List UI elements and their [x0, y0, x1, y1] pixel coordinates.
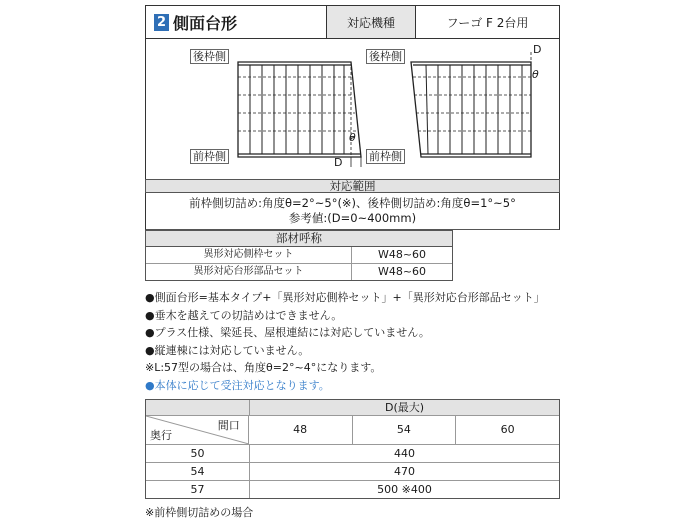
notes — [145, 289, 545, 394]
note-item: ●プラス仕様、梁延長、屋根連結には対応していません。 — [145, 326, 430, 339]
part-value: W48~60 — [377, 265, 427, 278]
front-label-left: 前枠側 — [190, 149, 229, 164]
row-label: 奥行 — [150, 429, 172, 442]
spec-label: 対応機種 — [326, 6, 415, 38]
part-value: W48~60 — [377, 248, 427, 261]
note-item: ●縦連棟には対応していません。 — [145, 343, 310, 357]
theta-mark-right: θ — [532, 68, 539, 81]
d-max-table — [145, 399, 560, 499]
d-mark-left: D — [334, 156, 343, 169]
theta-mark-left: θ — [349, 131, 356, 144]
note-item: ●垂木を越えての切詰めはできません。 — [145, 308, 343, 322]
section-title-text: 側面台形 — [173, 13, 238, 33]
spec-value: フーゴ F 2台用 — [415, 6, 559, 38]
col-label: 間口 — [217, 419, 240, 432]
d-mark-right: D — [533, 43, 542, 56]
col-header: 48 — [249, 416, 353, 444]
range-title: 対応範囲 — [145, 179, 560, 193]
note-item: ※L:57型の場合は、角度θ=2°~4°になります。 — [145, 361, 382, 374]
table-row — [146, 445, 559, 463]
section-header — [145, 5, 560, 39]
part-name: 異形対応台形部品セット — [146, 264, 352, 280]
parts-table — [145, 230, 453, 281]
range-text — [145, 193, 560, 230]
back-label-left: 後枠側 — [190, 49, 229, 64]
table-row — [146, 247, 452, 264]
row-header: 57 — [146, 481, 250, 498]
back-label-right: 後枠側 — [366, 49, 405, 64]
range-line-1: 前枠側切詰め:角度θ=2°~5°(※)、後枠側切詰め:角度θ=1°~5° — [189, 196, 516, 210]
col-header: 54 — [353, 416, 457, 444]
row-value: 500 ※400 — [377, 483, 432, 496]
row-header: 50 — [146, 445, 250, 462]
footnote: ※前枠側切詰めの場合 — [145, 506, 254, 519]
row-header: 54 — [146, 463, 250, 480]
section-title — [146, 6, 326, 38]
section-number: 2 — [154, 14, 169, 31]
part-name: 異形対応側枠セット — [146, 247, 352, 263]
col-header: 60 — [500, 423, 515, 436]
parts-title: 部材呼称 — [146, 231, 452, 247]
note-item: ●側面台形=基本タイプ+「異形対応側枠セット」+「異形対応台形部品セット」 — [145, 291, 545, 304]
row-value: 470 — [394, 465, 415, 478]
front-label-right: 前枠側 — [366, 149, 405, 164]
table-row — [146, 463, 559, 481]
note-blue: ●本体に応じて受注対応となります。 — [145, 378, 330, 392]
side-trapezoid-diagram — [145, 39, 560, 179]
table-row — [146, 481, 559, 498]
row-value: 440 — [394, 447, 415, 460]
table-title: D(最大) — [384, 401, 425, 414]
table-row — [146, 264, 452, 280]
range-line-2: 参考値:(D=0~400mm) — [288, 211, 417, 225]
corner-cell — [146, 416, 249, 444]
